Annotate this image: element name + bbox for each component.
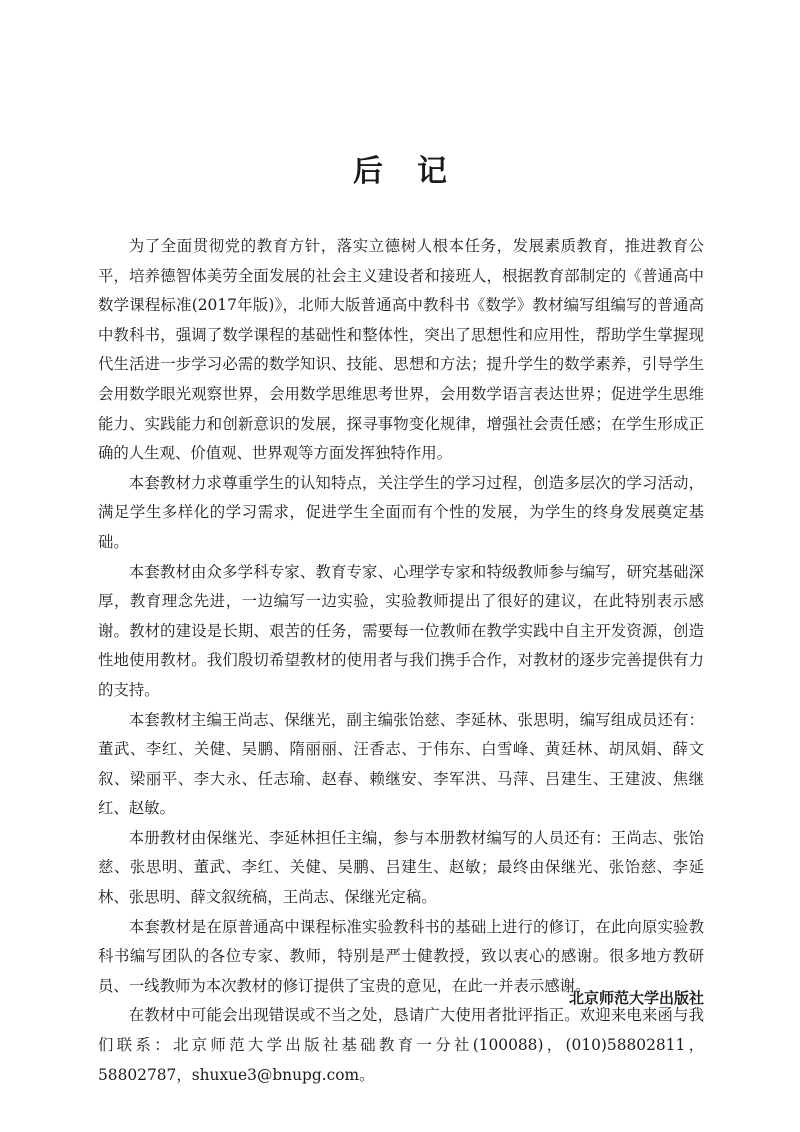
publisher-name: 北京师范大学出版社 — [568, 989, 704, 1007]
paragraph-volume-editors: 本册教材由保继光、李延林担任主编，参与本册教材编写的人员还有：王尚志、张饴慈、张思明、董武、李红、关健、吴鹏、吕建生、赵敏；最终由保继光、张饴慈、李延林、张思明、薛文叙统稿，王尚志、保继光定稿。 — [98, 828, 704, 907]
paragraph-acknowledgment: 本套教材由众多学科专家、教育专家、心理学专家和特级教师参与编写，研究基础深厚，教育理念先进，一边编写一边实验，实验教师提出了很好的建议，在此特别表示感谢。教材的建设是长期、艰苦的任务，需要每一位教师在教学实践中自主开发资源，创造性地使用教材。我们殷切希望教材的使用者与我们携手合作，对教材的逐步完善提供有力的支持。 — [98, 562, 704, 699]
paragraph-editors: 本套教材主编王尚志、保继光，副主编张饴慈、李延林、张思明，编写组成员还有：董武、李红、关健、吴鹏、隋丽丽、汪香志、于伟东、白雪峰、黄廷林、胡凤娟、薛文叙、梁丽平、李大永、任志瑜、赵春、赖继安、李军洪、马萍、吕建生、王建波、焦继红、赵敏。 — [98, 710, 704, 818]
paragraph-purpose: 为了全面贯彻党的教育方针，落实立德树人根本任务，发展素质教育，推进教育公平，培养德智体美劳全面发展的社会主义建设者和接班人，根据教育部制定的《普通高中数学课程标准(2017年版)》，北师大版普通高中教科书《数学》教材编写组编写的普通高中教科书，强调了数学课程的基础性和整体性，突出了思想性和应用性，帮助学生掌握现代生活进一步学习必需的数学知识、技能、思想和方法；提升学生的数学素养，引导学生会用数学眼光观察世界，会用数学思维思考世界，会用数学语言表达世界；促进学生思维能力、实践能力和创新意识的发展，探寻事物变化规律，增强社会责任感；在学生形成正确的人生观、价值观、世界观等方面发挥独特作用。 — [98, 237, 704, 463]
paragraph-approach: 本套教材力求尊重学生的认知特点，关注学生的学习过程，创造多层次的学习活动，满足学生多样化的学习需求，促进学生全面而有个性的发展，为学生的终身发展奠定基础。 — [98, 473, 704, 551]
paragraph-revision: 本套教材是在原普通高中课程标准实验教科书的基础上进行的修订，在此向原实验教科书编写团队的各位专家、教师，特别是严士健教授，致以衷心的感谢。很多地方教研员、一线教师为本次教材的修订提供了宝贵的意见，在此一并表示感谢。 — [98, 917, 704, 995]
page-title: 后记 — [353, 154, 481, 189]
afterword-body — [98, 232, 704, 1090]
paragraph-contact: 在教材中可能会出现错误或不当之处，恳请广大使用者批评指正。欢迎来电来函与我们联系：北京师范大学出版社基础教育一分社(100088)，(010)58802811，58802787，shuxue3@bnupg.com。 — [98, 1006, 704, 1084]
